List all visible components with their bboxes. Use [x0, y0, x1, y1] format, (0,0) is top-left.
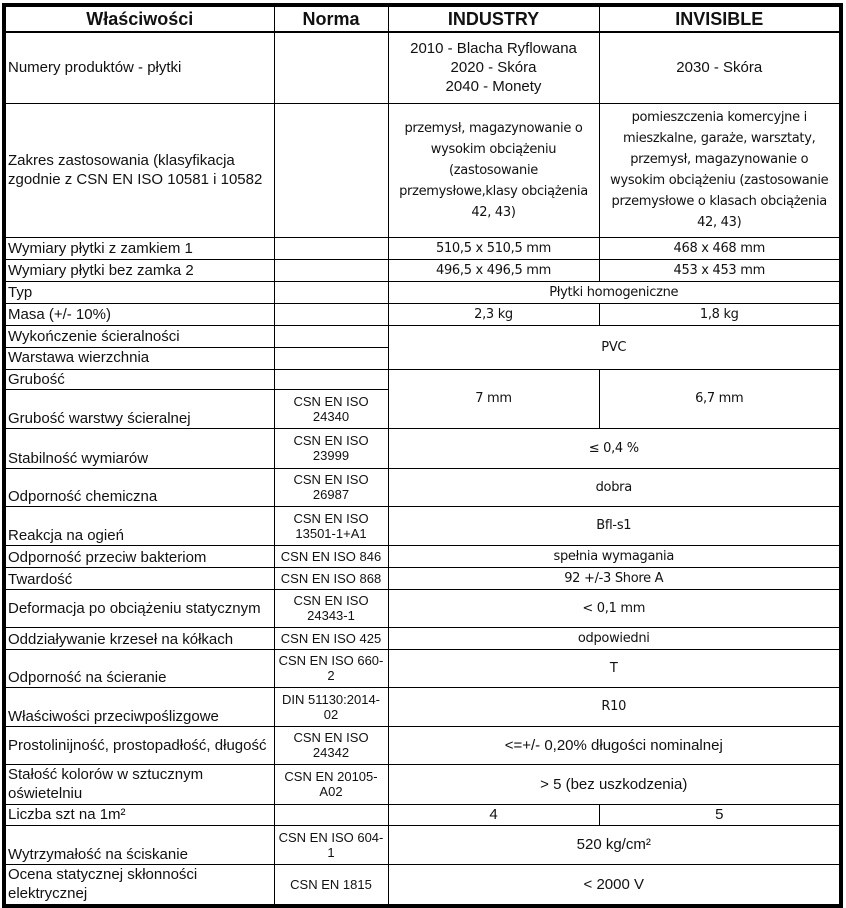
table-row	[4, 825, 841, 864]
property-cell: Reakcja na ogień	[4, 506, 274, 545]
value-cell: < 0,1 mm	[388, 589, 841, 627]
table-row	[4, 864, 841, 906]
property-cell: Stabilność wymiarów	[4, 428, 274, 468]
norm-cell	[274, 259, 388, 281]
property-cell: Grubość	[4, 369, 274, 389]
header-row	[4, 5, 841, 32]
norm-cell: CSN EN ISO 660-2	[274, 649, 388, 687]
table-row	[4, 687, 841, 726]
property-cell: Ocena statycznej skłonności elektrycznej	[4, 864, 274, 906]
value-cell: ≤ 0,4 %	[388, 428, 841, 468]
table-row	[4, 804, 841, 825]
norm-cell: CSN EN ISO 846	[274, 545, 388, 567]
property-cell: Deformacja po obciążeniu statycznym	[4, 589, 274, 627]
norm-cell: CSN EN ISO 24340	[274, 389, 388, 428]
property-cell: Odporność chemiczna	[4, 468, 274, 506]
value-cell: 2010 - Blacha Ryflowana 2020 - Skóra 2040 - Monety	[388, 32, 599, 103]
property-cell: Odporność na ścieranie	[4, 649, 274, 687]
norm-cell: CSN EN ISO 868	[274, 567, 388, 589]
value-cell: Bfl-s1	[388, 506, 841, 545]
table-row	[4, 506, 841, 545]
table-row	[4, 468, 841, 506]
value-cell: przemysł, magazynowanie o wysokim obciążeniu (zastosowanie przemysłowe,klasy obciążenia 42, 43)	[388, 103, 599, 237]
norm-cell: CSN EN ISO 13501-1+A1	[274, 506, 388, 545]
property-cell: Odporność przeciw bakteriom	[4, 545, 274, 567]
table-row	[4, 649, 841, 687]
table-row	[4, 428, 841, 468]
table-row	[4, 369, 841, 389]
norm-cell: DIN 51130:2014-02	[274, 687, 388, 726]
table-row	[4, 259, 841, 281]
value-cell: 1,8 kg	[599, 303, 841, 325]
value-cell: 510,5 x 510,5 mm	[388, 237, 599, 259]
properties-table	[2, 3, 843, 908]
table-row	[4, 237, 841, 259]
property-cell: Wymiary płytki bez zamka 2	[4, 259, 274, 281]
table-row	[4, 567, 841, 589]
table-row	[4, 726, 841, 764]
value-cell: 520 kg/cm²	[388, 825, 841, 864]
table-row	[4, 589, 841, 627]
property-cell: Typ	[4, 281, 274, 303]
value-cell: PVC	[388, 325, 841, 369]
value-cell: 5	[599, 804, 841, 825]
norm-cell	[274, 369, 388, 389]
property-cell: Grubość warstwy ścieralnej	[4, 389, 274, 428]
norm-cell: CSN EN ISO 23999	[274, 428, 388, 468]
table-row	[4, 303, 841, 325]
value-cell: 92 +/-3 Shore A	[388, 567, 841, 589]
value-cell: > 5 (bez uszkodzenia)	[388, 764, 841, 804]
table-row	[4, 32, 841, 103]
norm-cell	[274, 281, 388, 303]
table-row	[4, 325, 841, 347]
property-cell: Numery produktów - płytki	[4, 32, 274, 103]
property-cell: Stałość kolorów w sztucznym oświetelniu	[4, 764, 274, 804]
value-cell: dobra	[388, 468, 841, 506]
value-cell: R10	[388, 687, 841, 726]
property-cell: Twardość	[4, 567, 274, 589]
value-cell: 496,5 x 496,5 mm	[388, 259, 599, 281]
table-row	[4, 103, 841, 237]
norm-cell	[274, 303, 388, 325]
norm-cell: CSN EN 20105-A02	[274, 764, 388, 804]
value-cell: 6,7 mm	[599, 369, 841, 428]
value-cell: T	[388, 649, 841, 687]
property-cell: Liczba szt na 1m²	[4, 804, 274, 825]
value-cell: < 2000 V	[388, 864, 841, 906]
norm-cell	[274, 237, 388, 259]
property-cell: Wymiary płytki z zamkiem 1	[4, 237, 274, 259]
property-cell: Masa (+/- 10%)	[4, 303, 274, 325]
norm-cell: CSN EN ISO 24342	[274, 726, 388, 764]
value-cell: 2,3 kg	[388, 303, 599, 325]
table-row	[4, 764, 841, 804]
norm-cell: CSN EN ISO 425	[274, 627, 388, 649]
norm-cell	[274, 325, 388, 347]
property-cell: Oddziaływanie krzeseł na kółkach	[4, 627, 274, 649]
norm-cell: CSN EN ISO 604-1	[274, 825, 388, 864]
property-cell: Warstawa wierzchnia	[4, 347, 274, 369]
norm-cell	[274, 32, 388, 103]
value-cell: pomieszczenia komercyjne i mieszkalne, garaże, warsztaty, przemysł, magazynowanie o wysokim obciążeniu (zastosowanie przemysłowe o klasach obciążenia 42, 43)	[599, 103, 841, 237]
value-cell: 4	[388, 804, 599, 825]
property-cell: Wytrzymałość na ściskanie	[4, 825, 274, 864]
header-norm: Norma	[274, 5, 388, 32]
property-cell: Wykończenie ścieralności	[4, 325, 274, 347]
norm-cell	[274, 347, 388, 369]
property-cell: Prostolinijność, prostopadłość, długość	[4, 726, 274, 764]
value-cell: 7 mm	[388, 369, 599, 428]
value-cell: spełnia wymagania	[388, 545, 841, 567]
value-cell: 468 x 468 mm	[599, 237, 841, 259]
norm-cell	[274, 103, 388, 237]
value-cell: 2030 - Skóra	[599, 32, 841, 103]
norm-cell: CSN EN ISO 26987	[274, 468, 388, 506]
value-cell: Płytki homogeniczne	[388, 281, 841, 303]
table-body	[4, 32, 841, 906]
value-cell: odpowiedni	[388, 627, 841, 649]
norm-cell: CSN EN 1815	[274, 864, 388, 906]
header-invisible: INVISIBLE	[599, 5, 841, 32]
table-row	[4, 545, 841, 567]
property-cell: Zakres zastosowania (klasyfikacja zgodnie z CSN EN ISO 10581 i 10582	[4, 103, 274, 237]
header-industry: INDUSTRY	[388, 5, 599, 32]
value-cell: <=+/- 0,20% długości nominalnej	[388, 726, 841, 764]
table-row	[4, 281, 841, 303]
header-properties: Właściwości	[4, 5, 274, 32]
property-cell: Właściwości przeciwpoślizgowe	[4, 687, 274, 726]
table-row	[4, 627, 841, 649]
norm-cell	[274, 804, 388, 825]
norm-cell: CSN EN ISO 24343-1	[274, 589, 388, 627]
value-cell: 453 x 453 mm	[599, 259, 841, 281]
